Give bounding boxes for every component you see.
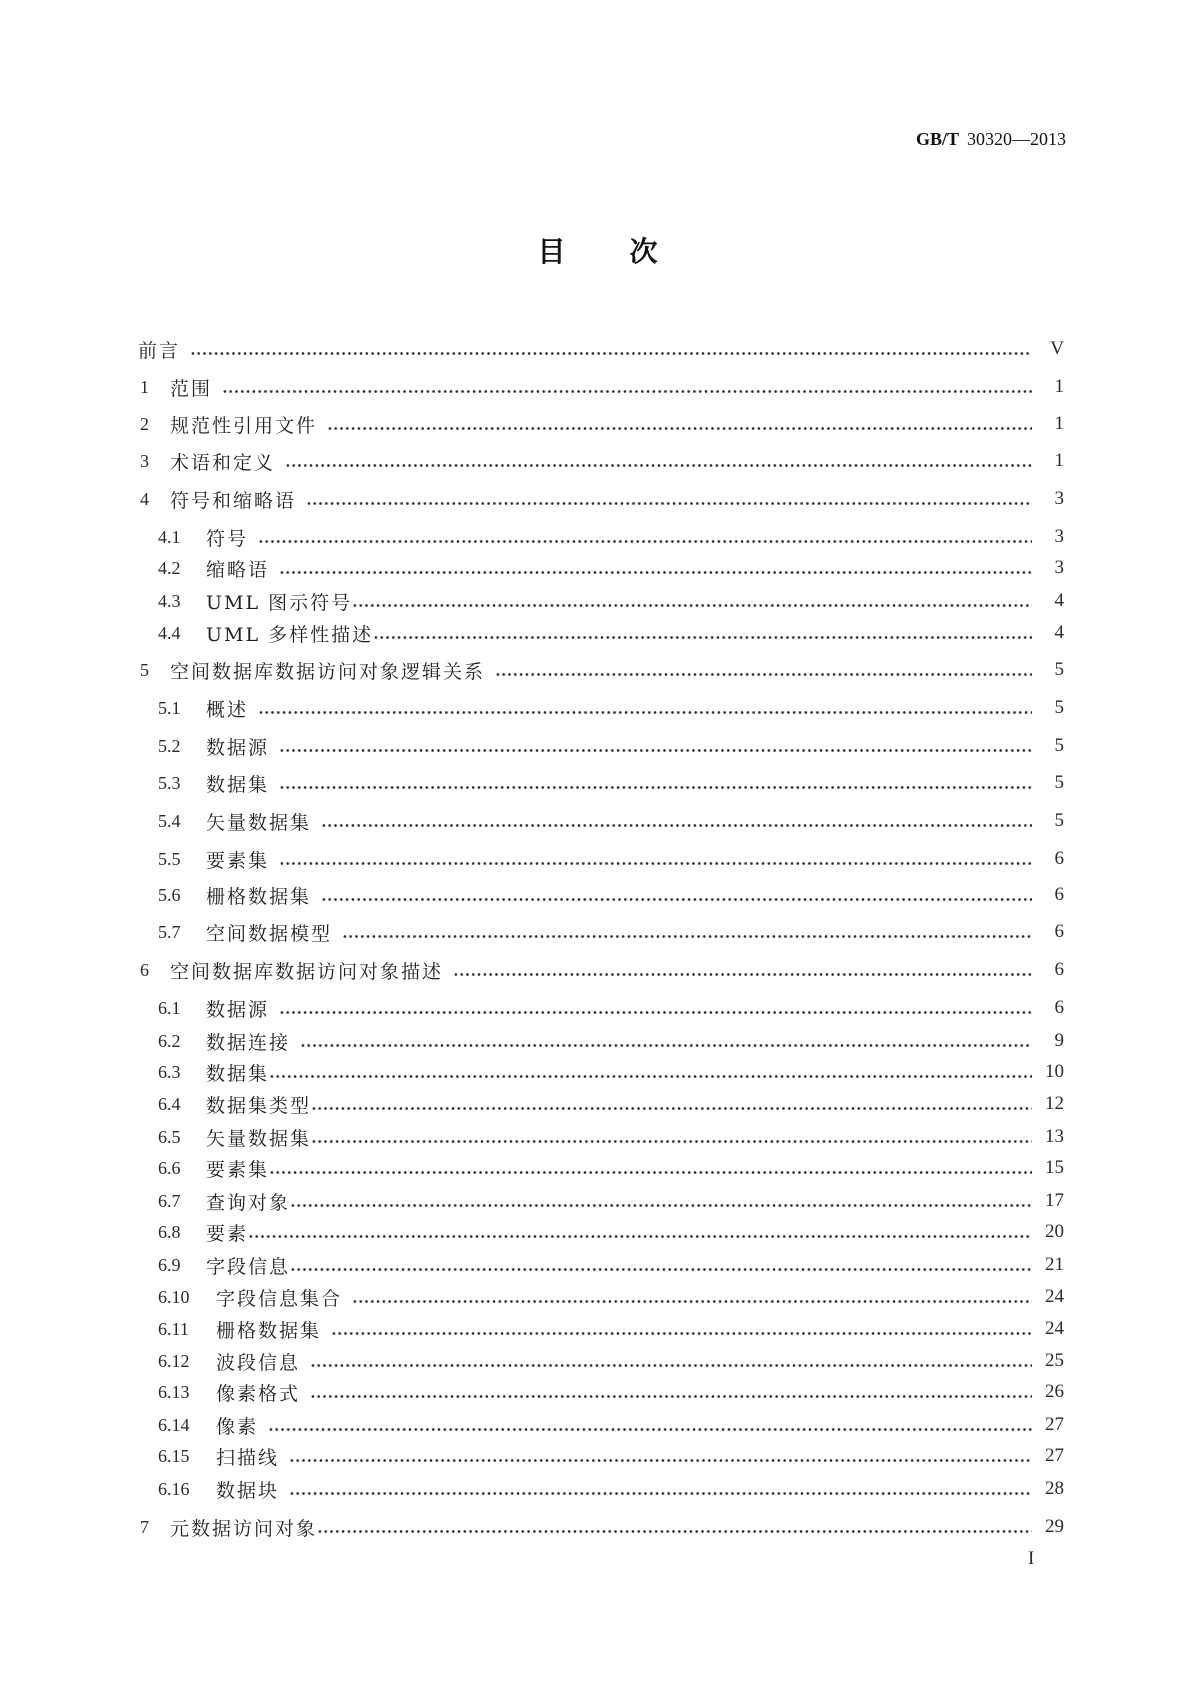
toc-entry-page: 13 bbox=[1045, 1126, 1064, 1147]
toc-entry bbox=[140, 956, 1064, 984]
toc-entry-label: 要素集 bbox=[206, 1158, 270, 1181]
dot-leader bbox=[317, 1513, 1032, 1541]
dot-leader bbox=[321, 807, 1032, 835]
toc-entry-page: 27 bbox=[1045, 1445, 1064, 1466]
toc-entry-page: 5 bbox=[1054, 810, 1064, 831]
toc-entry bbox=[140, 410, 1064, 438]
toc-subentry bbox=[158, 1187, 1064, 1215]
toc-entry-label: 元数据访问对象 bbox=[170, 1517, 318, 1540]
toc-entry-label: 字段信息 bbox=[206, 1255, 291, 1278]
dot-leader bbox=[327, 410, 1032, 438]
dot-leader bbox=[331, 1315, 1032, 1343]
toc-entry-page: 6 bbox=[1054, 884, 1064, 905]
toc-subentry bbox=[158, 1378, 1064, 1406]
dot-leader bbox=[269, 1154, 1032, 1182]
toc-entry-number: 5.1 bbox=[158, 697, 181, 718]
dot-leader bbox=[342, 918, 1032, 946]
dot-leader bbox=[311, 1090, 1032, 1118]
toc-entry-label: UML 多样性描述 bbox=[206, 623, 374, 646]
toc-entry-number: 4 bbox=[140, 488, 149, 509]
toc-subentry bbox=[158, 1347, 1064, 1375]
toc-entry-number: 7 bbox=[140, 1516, 149, 1537]
toc-entry-page: 1 bbox=[1054, 413, 1064, 434]
standard-number: 30320—2013 bbox=[967, 129, 1066, 149]
toc-entry-label: 术语和定义 bbox=[170, 451, 276, 474]
toc-entry-page: 6 bbox=[1054, 997, 1064, 1018]
toc-entry-label: 空间数据模型 bbox=[206, 922, 333, 945]
toc-subentry bbox=[158, 1475, 1064, 1503]
dot-leader bbox=[268, 1411, 1032, 1439]
toc-entry-label: 波段信息 bbox=[216, 1351, 301, 1374]
toc-entry-page: 9 bbox=[1054, 1030, 1064, 1051]
toc-entry-page: 6 bbox=[1054, 848, 1064, 869]
toc-subentry bbox=[158, 769, 1064, 797]
toc-entry-page: 25 bbox=[1045, 1350, 1064, 1371]
toc-entry-page: 24 bbox=[1045, 1318, 1064, 1339]
dot-leader bbox=[311, 1123, 1032, 1151]
toc-entry-page: 10 bbox=[1045, 1061, 1064, 1082]
toc-entry-label: 要素集 bbox=[206, 849, 270, 872]
toc-entry-label: 数据源 bbox=[206, 998, 270, 1021]
dot-leader bbox=[289, 1475, 1032, 1503]
toc-entry-number: 6.5 bbox=[158, 1126, 181, 1147]
toc-entry-page: 5 bbox=[1054, 772, 1064, 793]
toc-entry-number: 6.9 bbox=[158, 1254, 181, 1275]
toc-entry-label: 范围 bbox=[170, 377, 213, 400]
toc-entry-page: 17 bbox=[1045, 1190, 1064, 1211]
toc-entry-label: 数据集 bbox=[206, 773, 270, 796]
toc-entry-number: 5.4 bbox=[158, 810, 181, 831]
dot-leader bbox=[248, 1218, 1032, 1246]
toc-entry-label: 栅格数据集 bbox=[216, 1319, 322, 1342]
toc-subentry bbox=[158, 1251, 1064, 1279]
toc-subentry bbox=[158, 1154, 1064, 1182]
standard-code: GB/T bbox=[915, 129, 959, 149]
toc-entry-label: UML 图示符号 bbox=[206, 591, 353, 614]
toc-entry bbox=[140, 1513, 1064, 1541]
toc-subentry bbox=[158, 523, 1064, 551]
dot-leader bbox=[495, 656, 1032, 684]
toc-entry-label: 符号和缩略语 bbox=[170, 489, 297, 512]
toc-entry-number: 6.16 bbox=[158, 1478, 190, 1499]
toc-entry-label: 查询对象 bbox=[206, 1191, 291, 1214]
toc-subentry bbox=[158, 732, 1064, 760]
page-title: 目 次 bbox=[537, 235, 676, 268]
toc-entry-label: 扫描线 bbox=[216, 1446, 280, 1469]
dot-leader bbox=[279, 732, 1032, 760]
toc-subentry bbox=[158, 845, 1064, 873]
dot-leader bbox=[300, 1027, 1032, 1055]
toc-entry-label: 数据集 bbox=[206, 1062, 270, 1085]
toc-entry-page: 6 bbox=[1054, 959, 1064, 980]
toc-entry-label: 前言 bbox=[138, 339, 181, 362]
toc-entry bbox=[140, 485, 1064, 513]
toc-subentry bbox=[158, 807, 1064, 835]
toc-subentry bbox=[158, 1027, 1064, 1055]
toc-entry-number: 6.7 bbox=[158, 1190, 181, 1211]
dot-leader bbox=[285, 447, 1032, 475]
toc-subentry bbox=[158, 1283, 1064, 1311]
standard-header bbox=[916, 126, 1066, 152]
toc-entry-number: 5.6 bbox=[158, 884, 181, 905]
toc-entry-label: 数据连接 bbox=[206, 1031, 291, 1054]
dot-leader bbox=[310, 1347, 1032, 1375]
toc-entry-label: 矢量数据集 bbox=[206, 1127, 312, 1150]
dot-leader bbox=[321, 881, 1032, 909]
dot-leader bbox=[190, 335, 1032, 363]
dot-leader bbox=[222, 373, 1032, 401]
toc-entry-page: 3 bbox=[1054, 488, 1064, 509]
toc-entry-page: 6 bbox=[1054, 921, 1064, 942]
toc-entry-number: 4.2 bbox=[158, 557, 181, 578]
toc-entry-number: 5.3 bbox=[158, 772, 181, 793]
toc-entry-page: 1 bbox=[1054, 376, 1064, 397]
dot-leader bbox=[279, 769, 1032, 797]
toc-entry-label: 矢量数据集 bbox=[206, 811, 312, 834]
toc-subentry bbox=[158, 1123, 1064, 1151]
toc-entry bbox=[140, 656, 1064, 684]
dot-leader bbox=[290, 1187, 1032, 1215]
toc-entry-label: 缩略语 bbox=[206, 558, 270, 581]
toc-entry-page: 28 bbox=[1045, 1478, 1064, 1499]
toc-entry-number: 4.1 bbox=[158, 526, 181, 547]
toc-entry-page: 29 bbox=[1045, 1516, 1064, 1537]
toc-entry-number: 6.2 bbox=[158, 1030, 181, 1051]
dot-leader bbox=[279, 994, 1032, 1022]
toc-entry-number: 6.1 bbox=[158, 997, 181, 1018]
toc-entry bbox=[140, 373, 1064, 401]
dot-leader bbox=[258, 694, 1032, 722]
toc-entry-page: 1 bbox=[1054, 450, 1064, 471]
toc-entry-label: 数据源 bbox=[206, 736, 270, 759]
toc-entry-number: 6 bbox=[140, 959, 149, 980]
toc-entry-number: 6.3 bbox=[158, 1061, 181, 1082]
toc-entry-page: 5 bbox=[1054, 659, 1064, 680]
toc-subentry bbox=[158, 1218, 1064, 1246]
toc-entry-number: 6.8 bbox=[158, 1221, 181, 1242]
toc-subentry bbox=[158, 587, 1064, 615]
toc-entry-number: 6.11 bbox=[158, 1318, 189, 1339]
toc-entry-page: 5 bbox=[1054, 697, 1064, 718]
dot-leader bbox=[258, 523, 1032, 551]
toc-entry-page: 27 bbox=[1045, 1414, 1064, 1435]
dot-leader bbox=[310, 1378, 1032, 1406]
dot-leader bbox=[269, 1058, 1032, 1086]
toc-entry-page: 21 bbox=[1045, 1254, 1064, 1275]
toc-entry-number: 6.4 bbox=[158, 1093, 181, 1114]
toc-subentry bbox=[158, 918, 1064, 946]
toc-entry-label: 像素 bbox=[216, 1415, 259, 1438]
toc-entry-page: V bbox=[1050, 338, 1064, 359]
toc-entry-page: 20 bbox=[1045, 1221, 1064, 1242]
toc-subentry bbox=[158, 881, 1064, 909]
toc-entry-number: 6.10 bbox=[158, 1286, 190, 1307]
dot-leader bbox=[373, 619, 1032, 647]
toc-entry-number: 5 bbox=[140, 659, 149, 680]
toc-entry-page: 4 bbox=[1054, 622, 1064, 643]
toc-subentry bbox=[158, 1058, 1064, 1086]
toc-entry-number: 4.4 bbox=[158, 622, 181, 643]
toc-entry-page: 15 bbox=[1045, 1157, 1064, 1178]
dot-leader bbox=[352, 1283, 1032, 1311]
dot-leader bbox=[279, 554, 1032, 582]
dot-leader bbox=[279, 845, 1032, 873]
toc-entry-number: 3 bbox=[140, 450, 149, 471]
toc-subentry bbox=[158, 1315, 1064, 1343]
toc-subentry bbox=[158, 619, 1064, 647]
toc-entry-label: 概述 bbox=[206, 698, 249, 721]
toc-entry bbox=[138, 335, 1064, 363]
toc-entry-page: 3 bbox=[1054, 526, 1064, 547]
toc-subentry bbox=[158, 1411, 1064, 1439]
toc-entry-number: 6.12 bbox=[158, 1350, 190, 1371]
toc-entry-number: 5.5 bbox=[158, 848, 181, 869]
toc-entry-page: 26 bbox=[1045, 1381, 1064, 1402]
toc-entry-label: 空间数据库数据访问对象描述 bbox=[170, 960, 444, 983]
toc-entry-page: 24 bbox=[1045, 1286, 1064, 1307]
toc-entry-number: 5.2 bbox=[158, 735, 181, 756]
toc-entry-page: 5 bbox=[1054, 735, 1064, 756]
dot-leader bbox=[290, 1251, 1032, 1279]
dot-leader bbox=[453, 956, 1032, 984]
toc-subentry bbox=[158, 1442, 1064, 1470]
toc-entry-page: 3 bbox=[1054, 557, 1064, 578]
folio-page-number: I bbox=[1028, 1548, 1035, 1569]
toc-entry-label: 数据块 bbox=[216, 1479, 280, 1502]
toc-entry-label: 规范性引用文件 bbox=[170, 414, 318, 437]
toc-entry-number: 6.6 bbox=[158, 1157, 181, 1178]
dot-leader bbox=[352, 587, 1032, 615]
toc-entry-label: 字段信息集合 bbox=[216, 1287, 343, 1310]
dot-leader bbox=[289, 1442, 1032, 1470]
toc-subentry bbox=[158, 1090, 1064, 1118]
toc-entry-page: 12 bbox=[1045, 1093, 1064, 1114]
toc-entry-label: 空间数据库数据访问对象逻辑关系 bbox=[170, 660, 486, 683]
toc-subentry bbox=[158, 694, 1064, 722]
toc-entry-label: 栅格数据集 bbox=[206, 885, 312, 908]
toc-entry-number: 2 bbox=[140, 413, 149, 434]
toc-entry-number: 4.3 bbox=[158, 590, 181, 611]
toc-entry-number: 6.13 bbox=[158, 1381, 190, 1402]
dot-leader bbox=[306, 485, 1032, 513]
toc-entry-number: 6.14 bbox=[158, 1414, 190, 1435]
toc-subentry bbox=[158, 994, 1064, 1022]
toc-entry bbox=[140, 447, 1064, 475]
toc-entry-number: 6.15 bbox=[158, 1445, 190, 1466]
toc-entry-label: 要素 bbox=[206, 1222, 249, 1245]
toc-entry-number: 5.7 bbox=[158, 921, 181, 942]
toc-entry-label: 数据集类型 bbox=[206, 1094, 312, 1117]
toc-entry-number: 1 bbox=[140, 376, 149, 397]
toc-entry-label: 像素格式 bbox=[216, 1382, 301, 1405]
toc-entry-page: 4 bbox=[1054, 590, 1064, 611]
toc-subentry bbox=[158, 554, 1064, 582]
toc-entry-label: 符号 bbox=[206, 527, 249, 550]
